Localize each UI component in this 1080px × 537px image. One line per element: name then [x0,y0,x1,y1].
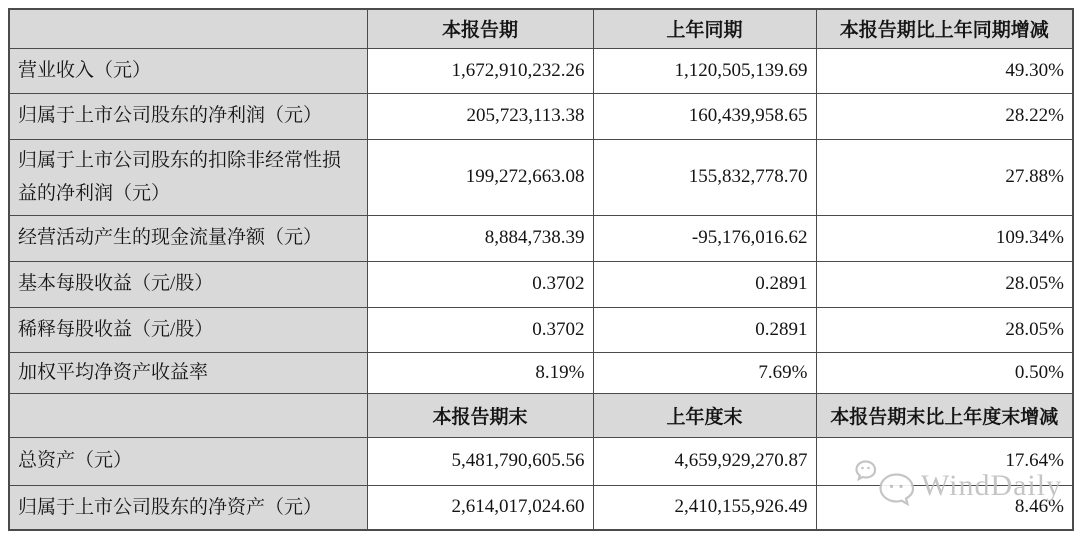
prior-period-cell: 2,410,155,926.49 [593,485,816,530]
prior-period-cell: -95,176,016.62 [593,215,816,261]
change-cell: 28.05% [816,307,1073,352]
header-corner-cell [9,393,367,437]
header-period-end-change: 本报告期末比上年度末增减 [816,393,1073,437]
header-current-period-end: 本报告期末 [367,393,593,437]
current-period-cell: 205,723,113.38 [367,93,593,139]
table-row-basic-eps [9,261,1073,307]
change-cell: 28.05% [816,261,1073,307]
period-header-row [9,9,1073,48]
prior-period-cell: 0.2891 [593,261,816,307]
change-cell: 109.34% [816,215,1073,261]
change-cell: 0.50% [816,352,1073,393]
prior-period-cell: 0.2891 [593,307,816,352]
change-cell: 28.22% [816,93,1073,139]
table-row-net-profit [9,93,1073,139]
row-label-cell: 归属于上市公司股东的净利润（元） [9,93,367,139]
prior-period-cell: 160,439,958.65 [593,93,816,139]
row-label-cell: 经营活动产生的现金流量净额（元） [9,215,367,261]
table-row-net-assets [9,485,1073,530]
watermark-text: WindDaily [921,469,1063,502]
table-row-weighted-avg-roe [9,352,1073,393]
table-row-operating-cash-flow [9,215,1073,261]
header-current-period: 本报告期 [367,9,593,48]
current-period-cell: 0.3702 [367,307,593,352]
prior-period-cell: 4,659,929,270.87 [593,437,816,485]
row-label-cell: 基本每股收益（元/股） [9,261,367,307]
row-label-cell: 加权平均净资产收益率 [9,352,367,393]
header-prior-year-end: 上年度末 [593,393,816,437]
change-cell: 8.46% [816,485,1073,530]
change-cell: 27.88% [816,139,1073,215]
header-period-change: 本报告期比上年同期增减 [816,9,1073,48]
table-row-diluted-eps [9,307,1073,352]
row-label-cell: 稀释每股收益（元/股） [9,307,367,352]
prior-period-cell: 1,120,505,139.69 [593,48,816,93]
prior-period-cell: 7.69% [593,352,816,393]
header-prior-period: 上年同期 [593,9,816,48]
header-corner-cell [9,9,367,48]
table-row-revenue [9,48,1073,93]
financial-summary-table [8,8,1074,531]
current-period-cell: 199,272,663.08 [367,139,593,215]
table-row-net-profit-excl-nonrecurring [9,139,1073,215]
row-label-cell: 营业收入（元） [9,48,367,93]
prior-period-cell: 155,832,778.70 [593,139,816,215]
row-label-cell: 总资产（元） [9,437,367,485]
table-row-total-assets [9,437,1073,485]
current-period-cell: 0.3702 [367,261,593,307]
current-period-cell: 2,614,017,024.60 [367,485,593,530]
row-label-cell: 归属于上市公司股东的扣除非经常性损益的净利润（元） [9,139,367,215]
current-period-cell: 1,672,910,232.26 [367,48,593,93]
row-label-cell: 归属于上市公司股东的净资产（元） [9,485,367,530]
current-period-cell: 8.19% [367,352,593,393]
current-period-cell: 5,481,790,605.56 [367,437,593,485]
change-cell: 49.30% [816,48,1073,93]
period-end-header-row [9,393,1073,437]
change-cell: 17.64% [816,437,1073,485]
current-period-cell: 8,884,738.39 [367,215,593,261]
